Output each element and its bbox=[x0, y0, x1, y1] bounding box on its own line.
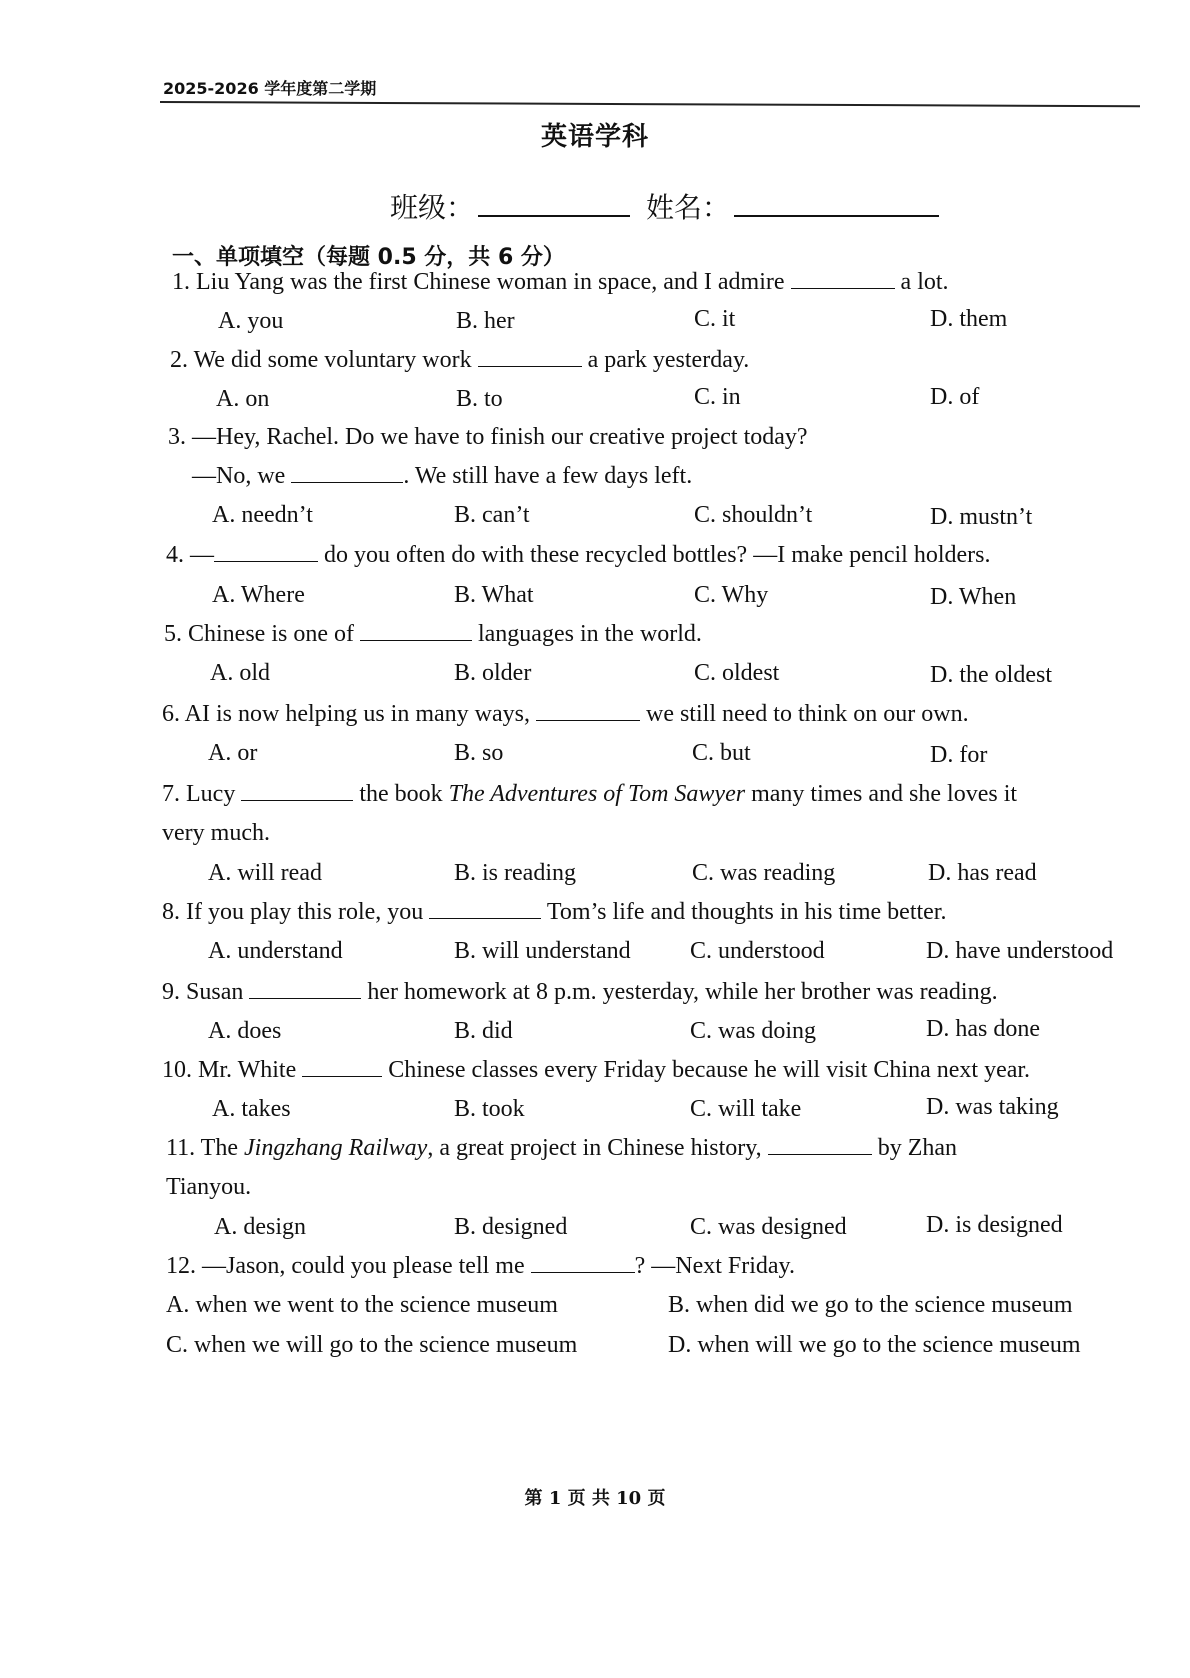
option-d[interactable]: D. has done bbox=[926, 1016, 1040, 1042]
option-b[interactable]: B. will understand bbox=[454, 938, 631, 964]
subject-title: 英语学科 bbox=[540, 122, 649, 152]
student-info-row bbox=[390, 186, 939, 226]
question-text: Tom’s life and thoughts in his time better. bbox=[541, 899, 947, 925]
option-c[interactable]: C. understood bbox=[690, 938, 825, 964]
answer-blank[interactable] bbox=[536, 700, 640, 721]
option-d[interactable]: D. have understood bbox=[926, 938, 1114, 964]
option-b[interactable]: B. to bbox=[456, 386, 503, 412]
book-title: The Adventures of Tom Sawyer bbox=[448, 781, 746, 807]
question-text: 10. Mr. White bbox=[162, 1057, 303, 1083]
option-b[interactable]: B. designed bbox=[454, 1214, 568, 1240]
question-text: do you often do with these recycled bottles? —I make pencil holders. bbox=[318, 542, 991, 568]
question-text: 2. We did some voluntary work bbox=[170, 347, 478, 373]
option-c[interactable]: C. when we will go to the science museum bbox=[166, 1332, 578, 1358]
option-b[interactable]: B. What bbox=[454, 582, 534, 608]
option-a[interactable]: A. needn’t bbox=[212, 502, 313, 528]
question-text: 8. If you play this role, you bbox=[162, 899, 430, 925]
option-c[interactable]: C. was doing bbox=[690, 1018, 816, 1044]
name-blank[interactable] bbox=[734, 193, 939, 217]
question-4 bbox=[166, 541, 990, 569]
question-3-reply bbox=[192, 462, 692, 490]
option-b[interactable]: B. older bbox=[454, 660, 532, 686]
question-7-continued: very much. bbox=[162, 820, 270, 846]
option-d[interactable]: D. When bbox=[930, 584, 1017, 610]
answer-blank[interactable] bbox=[791, 268, 895, 289]
question-6 bbox=[162, 700, 969, 728]
answer-blank[interactable] bbox=[249, 978, 361, 999]
question-text: , a great project in Chinese history, bbox=[427, 1135, 768, 1161]
option-c[interactable]: C. oldest bbox=[694, 660, 780, 686]
header-rule bbox=[160, 101, 1140, 107]
option-d[interactable]: D. when will we go to the science museum bbox=[668, 1332, 1081, 1358]
question-5 bbox=[164, 620, 702, 648]
answer-blank[interactable] bbox=[768, 1134, 872, 1155]
answer-blank[interactable] bbox=[429, 898, 541, 919]
question-text: 7. Lucy bbox=[162, 781, 242, 807]
option-d[interactable]: D. of bbox=[930, 384, 980, 410]
option-d[interactable]: D. was taking bbox=[926, 1094, 1059, 1120]
question-text: 6. AI is now helping us in many ways, bbox=[162, 701, 536, 727]
question-9 bbox=[162, 978, 998, 1006]
option-a[interactable]: A. or bbox=[208, 740, 258, 766]
question-text: 11. The bbox=[166, 1135, 244, 1161]
option-c[interactable]: C. but bbox=[692, 740, 751, 766]
question-text: a lot. bbox=[894, 269, 949, 295]
option-c[interactable]: C. in bbox=[694, 384, 741, 410]
page-number: 第 1 页 共 10 页 bbox=[524, 1488, 666, 1509]
answer-blank[interactable] bbox=[241, 780, 353, 801]
question-11 bbox=[166, 1134, 957, 1162]
option-a[interactable]: A. you bbox=[218, 308, 284, 334]
question-text: we still need to think on our own. bbox=[639, 701, 969, 727]
option-d[interactable]: D. is designed bbox=[926, 1212, 1063, 1238]
option-a[interactable]: A. on bbox=[216, 386, 270, 412]
option-b[interactable]: B. when did we go to the science museum bbox=[668, 1292, 1073, 1318]
question-12 bbox=[166, 1252, 795, 1280]
option-a[interactable]: A. when we went to the science museum bbox=[166, 1292, 558, 1318]
question-text: . We still have a few days left. bbox=[403, 463, 693, 489]
question-text: 1. Liu Yang was the first Chinese woman in space, and I admire bbox=[172, 269, 791, 295]
question-text: ? —Next Friday. bbox=[634, 1253, 795, 1279]
option-a[interactable]: A. does bbox=[208, 1018, 282, 1044]
question-text: —No, we bbox=[192, 463, 292, 489]
question-text: her homework at 8 p.m. yesterday, while her brother was reading. bbox=[361, 979, 998, 1005]
question-text: many times and she loves it bbox=[745, 781, 1018, 807]
option-b[interactable]: B. did bbox=[454, 1018, 513, 1044]
class-blank[interactable] bbox=[478, 193, 630, 217]
question-1 bbox=[172, 268, 949, 296]
question-3: 3. —Hey, Rachel. Do we have to finish our creative project today? bbox=[168, 424, 808, 450]
answer-blank[interactable] bbox=[531, 1252, 635, 1273]
option-c[interactable]: C. shouldn’t bbox=[694, 502, 813, 528]
question-10 bbox=[162, 1056, 1030, 1084]
question-text: a park yesterday. bbox=[581, 347, 750, 373]
option-d[interactable]: D. the oldest bbox=[930, 662, 1052, 688]
option-c[interactable]: C. Why bbox=[694, 582, 769, 608]
question-text: Chinese classes every Friday because he will visit China next year. bbox=[382, 1057, 1031, 1083]
option-a[interactable]: A. will read bbox=[208, 860, 322, 886]
railway-name: Jingzhang Railway bbox=[244, 1135, 428, 1161]
option-a[interactable]: A. understand bbox=[208, 938, 343, 964]
option-b[interactable]: B. so bbox=[454, 740, 504, 766]
option-c[interactable]: C. was reading bbox=[692, 860, 836, 886]
option-b[interactable]: B. can’t bbox=[454, 502, 530, 528]
question-text: by Zhan bbox=[871, 1135, 957, 1161]
question-text: languages in the world. bbox=[471, 621, 702, 647]
option-a[interactable]: A. Where bbox=[212, 582, 305, 608]
answer-blank[interactable] bbox=[291, 462, 403, 483]
option-b[interactable]: B. her bbox=[456, 308, 515, 334]
option-d[interactable]: D. has read bbox=[928, 860, 1037, 886]
option-a[interactable]: A. old bbox=[210, 660, 270, 686]
answer-blank[interactable] bbox=[360, 620, 472, 641]
option-d[interactable]: D. for bbox=[930, 742, 988, 768]
class-label: 班级： bbox=[390, 191, 475, 224]
term-header: 2025-2026 学年度第二学期 bbox=[163, 79, 377, 98]
question-11-continued: Tianyou. bbox=[166, 1174, 252, 1200]
answer-blank[interactable] bbox=[478, 346, 582, 367]
option-c[interactable]: C. was designed bbox=[690, 1214, 847, 1240]
name-label: 姓名： bbox=[646, 191, 731, 224]
question-text: the book bbox=[353, 781, 449, 807]
answer-blank[interactable] bbox=[302, 1056, 382, 1077]
option-a[interactable]: A. takes bbox=[212, 1096, 291, 1122]
question-7 bbox=[162, 780, 1017, 808]
question-text: 4. — bbox=[166, 542, 214, 568]
question-text: 9. Susan bbox=[162, 979, 250, 1005]
option-c[interactable]: C. will take bbox=[690, 1096, 802, 1122]
section-title: 一、单项填空（每题 0.5 分，共 6 分） bbox=[172, 245, 565, 270]
question-8 bbox=[162, 898, 946, 926]
question-text: 5. Chinese is one of bbox=[164, 621, 360, 647]
option-b[interactable]: B. took bbox=[454, 1096, 525, 1122]
option-c[interactable]: C. it bbox=[694, 306, 736, 332]
question-2 bbox=[170, 346, 749, 374]
answer-blank[interactable] bbox=[214, 541, 318, 562]
question-text: 12. —Jason, could you please tell me bbox=[166, 1253, 531, 1279]
option-b[interactable]: B. is reading bbox=[454, 860, 576, 886]
option-a[interactable]: A. design bbox=[214, 1214, 306, 1240]
option-d[interactable]: D. mustn’t bbox=[930, 504, 1033, 530]
option-d[interactable]: D. them bbox=[930, 306, 1008, 332]
